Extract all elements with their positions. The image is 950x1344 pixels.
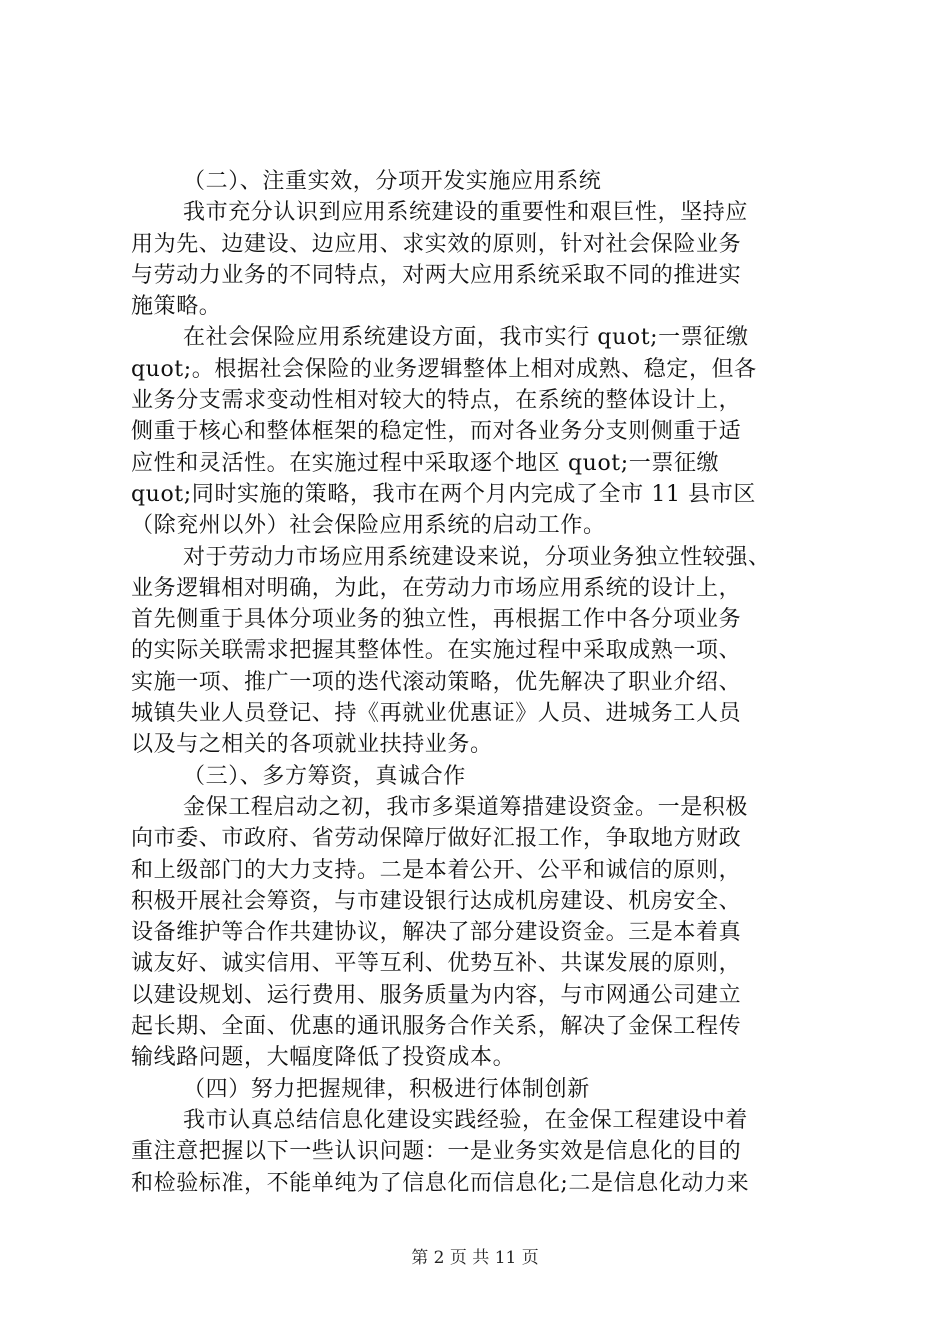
text-line: 向市委、市政府、省劳动保障厅做好汇报工作，争取地方财政 — [131, 826, 742, 852]
text-line: 施策略。 — [131, 294, 222, 320]
text-line: 和上级部门的大力支持。二是本着公开、公平和诚信的原则， — [131, 857, 742, 883]
text-line: （三）、多方筹资，真诚合作 — [183, 763, 466, 789]
text-line: 与劳动力业务的不同特点，对两大应用系统采取不同的推进实 — [131, 262, 742, 288]
text-line: 以及与之相关的各项就业扶持业务。 — [131, 732, 493, 758]
text-line: 用为先、边建设、边应用、求实效的原则，针对社会保险业务 — [131, 231, 742, 257]
document-body — [131, 166, 831, 1199]
text-line: （除兖州以外）社会保险应用系统的启动工作。 — [131, 513, 606, 539]
text-line: 的实际关联需求把握其整体性。在实施过程中采取成熟一项、 — [131, 638, 742, 664]
text-line: 在社会保险应用系统建设方面，我市实行 quot;一票征缴 — [183, 325, 749, 351]
text-line: 金保工程启动之初，我市多渠道筹措建设资金。一是积极 — [183, 794, 749, 820]
text-line: （二）、注重实效，分项开发实施应用系统 — [183, 169, 602, 194]
text-line: 业务分支需求变动性相对较大的特点，在系统的整体设计上， — [131, 388, 742, 414]
text-line: 和检验标准，不能单纯为了信息化而信息化;二是信息化动力来 — [131, 1170, 750, 1196]
text-line: 诚友好、诚实信用、平等互利、优势互补、共谋发展的原则， — [131, 951, 742, 977]
text-line: quot;同时实施的策略，我市在两个月内完成了全市 11 县市区 — [131, 481, 756, 507]
text-line: 实施一项、推广一项的迭代滚动策略，优先解决了职业介绍、 — [131, 669, 742, 695]
page-footer: 第 2 页 共 11 页 — [411, 1248, 539, 1268]
text-line: 城镇失业人员登记、持《再就业优惠证》人员、进城务工人员 — [131, 701, 742, 727]
text-line: 业务逻辑相对明确，为此，在劳动力市场应用系统的设计上， — [131, 575, 742, 601]
text-line: （四）努力把握规律，积极进行体制创新 — [183, 1076, 590, 1102]
text-line: 对于劳动力市场应用系统建设来说，分项业务独立性较强、 — [183, 544, 771, 570]
text-line: 以建设规划、运行费用、服务质量为内容，与市网通公司建立 — [131, 982, 742, 1008]
text-line: 设备维护等合作共建协议，解决了部分建设资金。三是本着真 — [131, 920, 742, 946]
text-line: 侧重于核心和整体框架的稳定性，而对各业务分支则侧重于适 — [131, 419, 742, 445]
text-line: 重注意把握以下一些认识问题：一是业务实效是信息化的目的 — [131, 1139, 742, 1165]
text-line: 我市充分认识到应用系统建设的重要性和艰巨性，坚持应 — [183, 200, 749, 226]
text-line: 首先侧重于具体分项业务的独立性，再根据工作中各分项业务 — [131, 607, 742, 633]
text-line: 输线路问题，大幅度降低了投资成本。 — [131, 1045, 516, 1071]
text-line: 积极开展社会筹资，与市建设银行达成机房建设、机房安全、 — [131, 888, 742, 914]
text-line: quot;。根据社会保险的业务逻辑整体上相对成熟、稳定，但各 — [131, 356, 757, 382]
text-line: 应性和灵活性。在实施过程中采取逐个地区 quot;一票征缴 — [131, 450, 720, 476]
text-line: 起长期、全面、优惠的通讯服务合作关系，解决了金保工程传 — [131, 1014, 742, 1040]
text-line: 我市认真总结信息化建设实践经验，在金保工程建设中着 — [183, 1107, 749, 1133]
